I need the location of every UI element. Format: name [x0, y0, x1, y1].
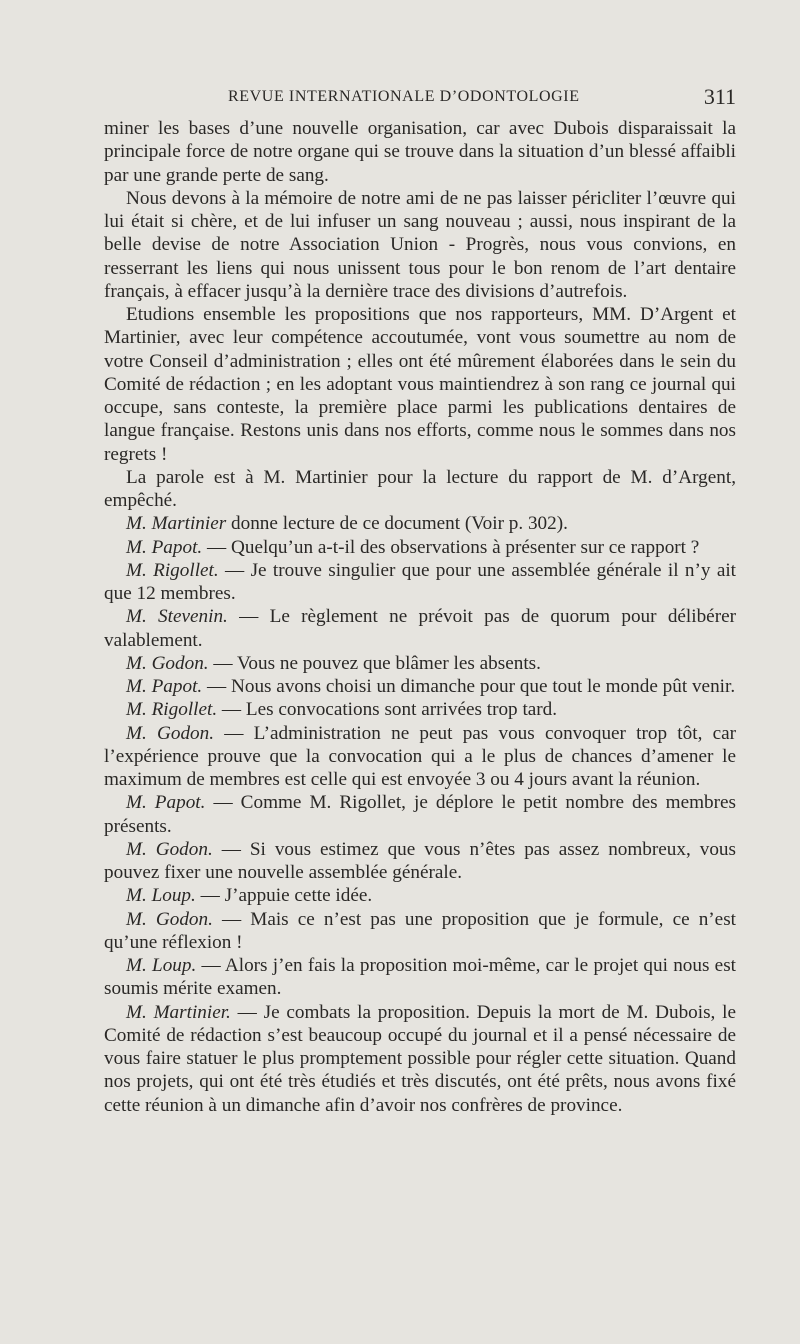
- paragraph: [104, 722, 736, 792]
- paragraph: [104, 1001, 736, 1117]
- speaker-name: M. Loup.: [126, 885, 196, 907]
- paragraph: [104, 303, 736, 466]
- body-text: [104, 117, 736, 1117]
- paragraph-text: — Mais ce n’est pas une proposition que je formule, ce n’est qu’une réflexion !: [104, 908, 736, 953]
- paragraph: [104, 908, 736, 955]
- journal-title: REVUE INTERNATIONALE D’ODONTOLOGIE: [228, 88, 580, 105]
- paragraph-text: — J’appuie cette idée.: [195, 885, 373, 907]
- paragraph: [104, 117, 736, 187]
- paragraph-text: — Vous ne pouvez que blâmer les absents.: [208, 652, 541, 674]
- page-number: 311: [703, 84, 736, 109]
- paragraph-text: Nous devons à la mémoire de notre ami de ne pas laisser péricliter l’œuvre qui lui était si chère, et de lui infuser un sang nouveau ; aussi, nous inspirant de la belle devise de notre Association Union - Progrès, nous vous convions, en resserrant les liens qui nous unissent tous pour le bon renom de l’art dentaire français, à effacer jusqu’à la dernière trace des divisions d’autrefois.: [104, 187, 736, 302]
- speaker-name: M. Rigollet.: [126, 699, 218, 721]
- speaker-name: M. Papot.: [126, 536, 203, 558]
- speaker-name: M. Martinier: [126, 513, 227, 535]
- paragraph: [104, 466, 736, 513]
- speaker-name: M. Papot.: [126, 792, 206, 814]
- paragraph: [104, 838, 736, 885]
- paragraph: [104, 187, 736, 303]
- paragraph-text: Etudions ensemble les propositions que nos rapporteurs, MM. D’Argent et Martinier, avec leur compétence accoutumée, vont vous soumettre au nom de votre Conseil d’administration ; elles ont été mûrement élaborées dans le sein du Comité de rédaction ; en les adoptant vous maintiendrez à son rang ce journal qui occupe, sans conteste, la première place parmi les publications dentaires de langue française. Restons unis dans nos efforts, comme nous le sommes dans nos regrets !: [104, 304, 736, 465]
- paragraph-text: — Le règlement ne prévoit pas de quorum pour délibérer valablement.: [104, 606, 736, 651]
- paragraph-text: — Quelqu’un a-t-il des observations à présenter sur ce rapport ?: [202, 536, 700, 558]
- speaker-name: M. Godon.: [126, 722, 215, 744]
- speaker-name: M. Martinier.: [126, 1001, 231, 1023]
- paragraph-text: — Je trouve singulier que pour une assemblée générale il n’y ait que 12 membres.: [104, 559, 737, 604]
- paragraph-text: — Je combats la proposition. Depuis la mort de M. Dubois, le Comité de rédaction s’est beaucoup occupé du journal et il a pensé nécessaire de vous faire statuer le plus promptement possible pour régler cette situation. Quand nos projets, qui ont été très étudiés et très discutés, ont été prêts, nous avons fixé cette réunion à un dimanche afin d’avoir nos confrères de province.: [104, 1001, 736, 1116]
- speaker-name: M. Stevenin.: [126, 606, 228, 628]
- paragraph-text: La parole est à M. Martinier pour la lecture du rapport de M. d’Argent, empêché.: [104, 466, 736, 511]
- speaker-name: M. Papot.: [126, 676, 203, 697]
- paragraph: [104, 884, 736, 907]
- speaker-name: M. Loup.: [126, 955, 197, 976]
- paragraph: [104, 559, 736, 606]
- paragraph: [104, 512, 736, 535]
- speaker-name: M. Godon.: [126, 908, 213, 930]
- paragraph-text: — Alors j’en fais la proposition moi-même, car le projet qui nous est soumis mérite examen.: [104, 955, 736, 1000]
- paragraph: [104, 698, 736, 721]
- paragraph-text: — Si vous estimez que vous n’êtes pas assez nombreux, vous pouvez fixer une nouvelle assemblée générale.: [104, 838, 736, 883]
- running-head: [104, 84, 736, 110]
- paragraph: [104, 536, 736, 559]
- speaker-name: M. Godon.: [126, 838, 213, 860]
- speaker-name: M. Rigollet.: [126, 559, 219, 581]
- paragraph-text: donne lecture de ce document (Voir p. 302).: [226, 513, 568, 535]
- paragraph-text: — Comme M. Rigollet, je déplore le petit nombre des membres présents.: [104, 792, 736, 837]
- paragraph-text: — Nous avons choisi un dimanche pour que tout le monde pût venir.: [202, 676, 736, 697]
- paragraph: [104, 791, 736, 838]
- paragraph-text: miner les bases d’une nouvelle organisation, car avec Dubois disparaissait la principale force de notre organe qui se trouve dans la situation d’un blessé affaibli par une grande perte de sang.: [104, 118, 736, 186]
- paragraph-text: — L’administration ne peut pas vous convoquer trop tôt, car l’expérience prouve que la convocation qui a le plus de chances d’amener le maximum de membres est celle qui est envoyée 3 ou 4 jours avant la réunion.: [104, 722, 737, 790]
- paragraph: [104, 652, 736, 675]
- speaker-name: M. Godon.: [126, 652, 209, 674]
- paragraph: [104, 605, 736, 652]
- paragraph-text: — Les convocations sont arrivées trop tard.: [217, 699, 558, 721]
- paragraph: [104, 675, 736, 698]
- paragraph: [104, 954, 736, 1001]
